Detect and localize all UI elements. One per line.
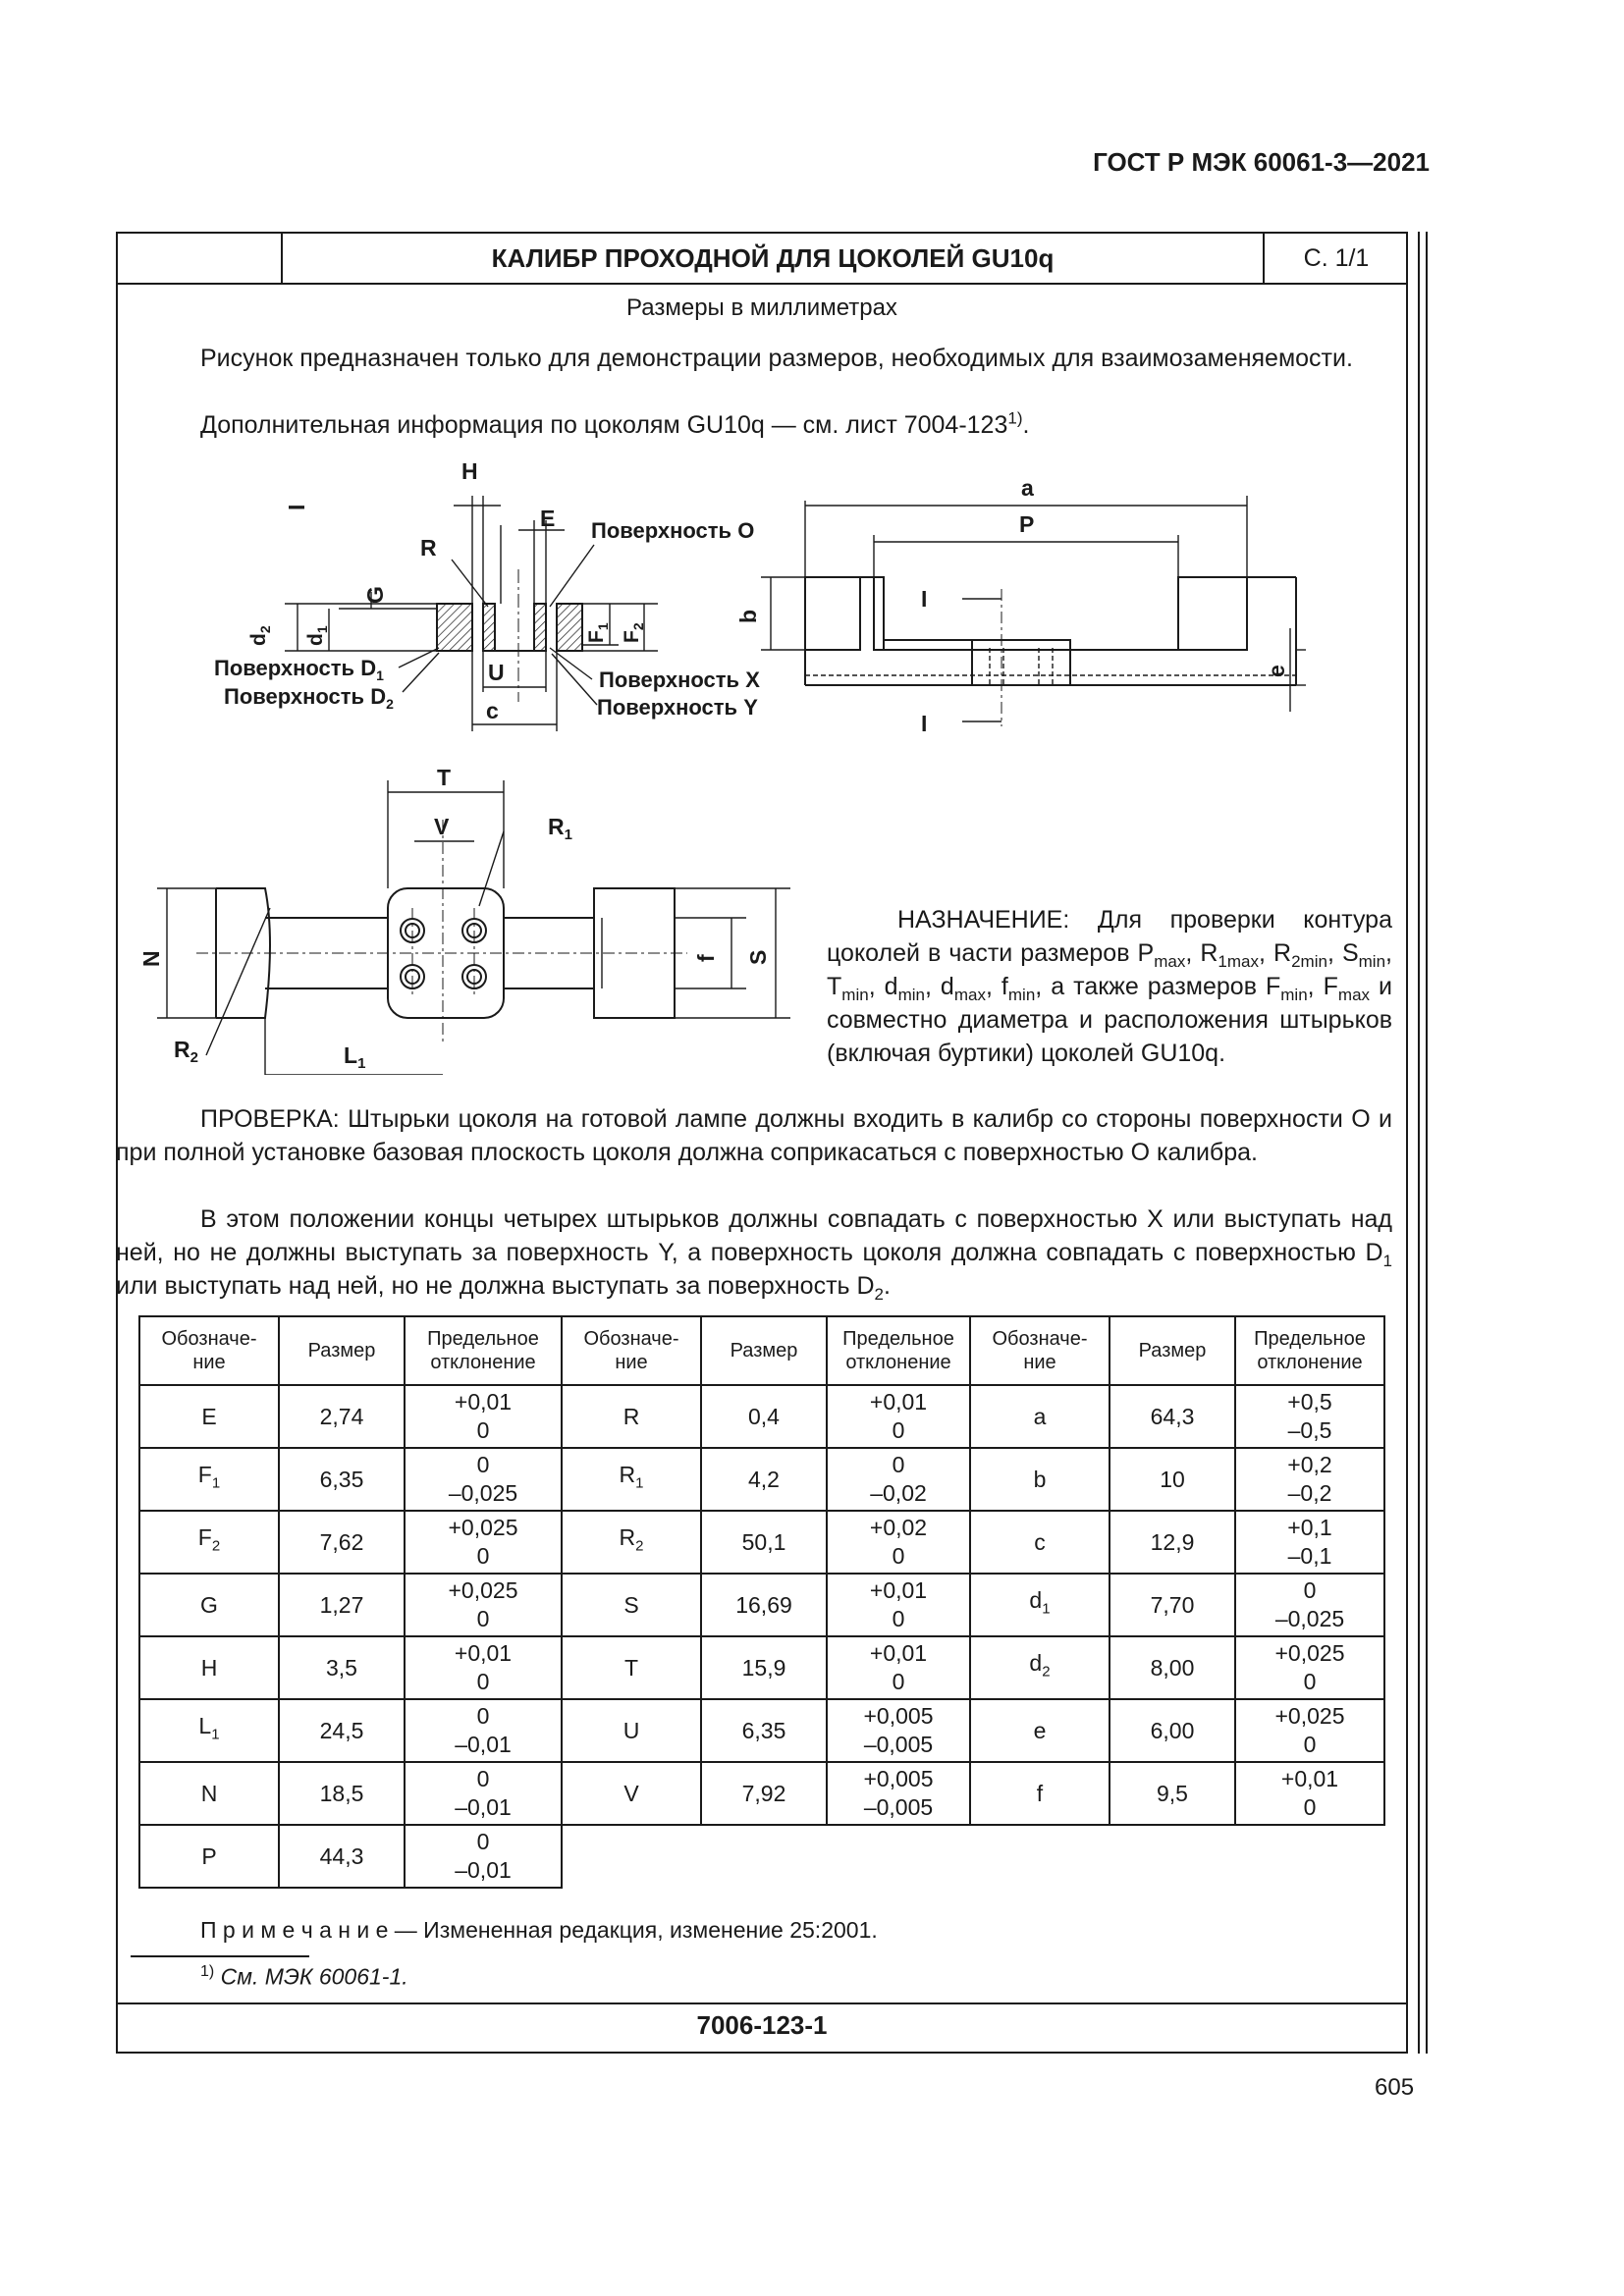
label-R1: $R_1$: [548, 814, 572, 843]
gauge-plan-drawing: [137, 761, 805, 1075]
symbol-cell: R: [562, 1385, 701, 1448]
frame-double-line: [1426, 232, 1428, 2054]
symbol-cell: $R_2$: [562, 1511, 701, 1574]
tolerance-cell: +0,2 –0,2: [1235, 1448, 1384, 1511]
footnote: $^{1)}$ См. МЭК 60061-1.: [200, 1963, 408, 1990]
symbol-cell: $d_2$: [970, 1636, 1110, 1699]
sheet-title: КАЛИБР ПРОХОДНОЙ ДЛЯ ЦОКОЛЕЙ GU10q: [283, 232, 1265, 285]
value-cell: 2,74: [279, 1385, 405, 1448]
intro-reference: [200, 408, 1379, 442]
tolerance-cell: +0,01 0: [827, 1574, 970, 1636]
symbol-cell: f: [970, 1762, 1110, 1825]
label-R2: $R_2$: [174, 1037, 198, 1066]
symbol-cell: $L_1$: [139, 1699, 279, 1762]
empty-cell: [562, 1825, 701, 1888]
tolerance-cell: +0,01 0: [1235, 1762, 1384, 1825]
label-b: b: [735, 609, 761, 623]
label-F1: $F_1$: [585, 622, 611, 643]
value-cell: 6,00: [1110, 1699, 1235, 1762]
table-row: [139, 1636, 1384, 1699]
gauge-side-drawing: [717, 461, 1326, 736]
value-cell: 44,3: [279, 1825, 405, 1888]
tolerance-cell: +0,1 –0,1: [1235, 1511, 1384, 1574]
symbol-cell: V: [562, 1762, 701, 1825]
tolerance-cell: +0,02 0: [827, 1511, 970, 1574]
value-cell: 8,00: [1110, 1636, 1235, 1699]
value-cell: 0,4: [701, 1385, 827, 1448]
note-text: — Измененная редакция, изменение 25:2001.: [388, 1917, 878, 1943]
symbol-cell: b: [970, 1448, 1110, 1511]
table-header-cell: Предельное отклонение: [405, 1316, 562, 1385]
tolerance-cell: 0 –0,01: [405, 1825, 562, 1888]
symbol-cell: $R_1$: [562, 1448, 701, 1511]
empty-cell: [1235, 1825, 1384, 1888]
label-c: c: [486, 698, 499, 723]
check-paragraph-2: В этом положении концы четырех штырьков должны совпадать с поверхностью X или выступать над ней, но не должны выступать за поверхность Y, а поверхность цоколя должна совпадать с поверхностью $D_1$ или выступать над ней, но не должна выступать за поверхность $D_2$.: [116, 1205, 1392, 1304]
value-cell: 4,2: [701, 1448, 827, 1511]
label-R: R: [420, 535, 437, 561]
value-cell: 7,70: [1110, 1574, 1235, 1636]
tolerance-cell: 0 –0,01: [405, 1699, 562, 1762]
tolerance-cell: +0,025 0: [405, 1574, 562, 1636]
note-label: П р и м е ч а н и е: [200, 1917, 389, 1943]
empty-cell: [970, 1825, 1110, 1888]
label-I-bottom: I: [921, 711, 928, 736]
frame-double-line: [1418, 232, 1420, 2054]
intro-reference-end: .: [1022, 411, 1030, 439]
symbol-cell: a: [970, 1385, 1110, 1448]
footnote-rule: [131, 1955, 309, 1957]
table-header-cell: Предельное отклонение: [827, 1316, 970, 1385]
table-header-cell: Размер: [1110, 1316, 1235, 1385]
symbol-cell: $F_2$: [139, 1511, 279, 1574]
value-cell: 7,62: [279, 1511, 405, 1574]
table-header-cell: Обозначе- ние: [562, 1316, 701, 1385]
tolerance-cell: +0,01 0: [827, 1385, 970, 1448]
tolerance-cell: +0,01 0: [827, 1636, 970, 1699]
label-d1: $d_1$: [304, 625, 330, 646]
purpose-text: НАЗНАЧЕНИЕ: Для проверки контура цоколей в части размеров P: [827, 906, 1392, 967]
label-surface-O: Поверхность O: [591, 518, 755, 543]
table-row: [139, 1699, 1384, 1762]
label-surface-D1: Поверхность $D_1$: [214, 656, 384, 683]
value-cell: 6,35: [701, 1699, 827, 1762]
tolerance-cell: +0,01 0: [405, 1385, 562, 1448]
label-G: G: [362, 586, 388, 604]
label-surface-X: Поверхность X: [599, 667, 760, 692]
symbol-cell: S: [562, 1574, 701, 1636]
label-U: U: [488, 660, 505, 685]
symbol-cell: H: [139, 1636, 279, 1699]
symbol-cell: $d_1$: [970, 1574, 1110, 1636]
symbol-cell: $F_1$: [139, 1448, 279, 1511]
table-row: [139, 1448, 1384, 1511]
tolerance-cell: +0,025 0: [405, 1511, 562, 1574]
label-T: T: [437, 765, 452, 790]
label-S: S: [745, 949, 771, 965]
tolerance-cell: +0,025 0: [1235, 1636, 1384, 1699]
note: [200, 1917, 878, 1944]
label-d2: $d_2$: [247, 625, 273, 646]
symbol-cell: P: [139, 1825, 279, 1888]
sheet-code: 7006-123-1: [696, 2010, 828, 2040]
tolerance-cell: +0,025 0: [1235, 1699, 1384, 1762]
empty-cell: [701, 1825, 827, 1888]
table-header-cell: Размер: [279, 1316, 405, 1385]
tolerance-cell: +0,005 –0,005: [827, 1762, 970, 1825]
value-cell: 12,9: [1110, 1511, 1235, 1574]
symbol-cell: T: [562, 1636, 701, 1699]
value-cell: 1,27: [279, 1574, 405, 1636]
title-empty-cell: [116, 232, 283, 285]
tolerance-cell: +0,5 –0,5: [1235, 1385, 1384, 1448]
table-row: [139, 1762, 1384, 1825]
tolerance-cell: +0,005 –0,005: [827, 1699, 970, 1762]
label-surface-Y: Поверхность Y: [597, 695, 758, 720]
tolerance-cell: +0,01 0: [405, 1636, 562, 1699]
standard-header: ГОСТ Р МЭК 60061-3—2021: [1093, 147, 1430, 177]
label-N: N: [138, 950, 164, 967]
table-row: [139, 1825, 1384, 1888]
units-note: Размеры в миллиметрах: [626, 294, 897, 321]
sheet-number: С. 1/1: [1303, 243, 1370, 272]
value-cell: 15,9: [701, 1636, 827, 1699]
footnote-ref: 1): [1007, 408, 1023, 428]
value-cell: 7,92: [701, 1762, 827, 1825]
symbol-cell: N: [139, 1762, 279, 1825]
symbol-cell: G: [139, 1574, 279, 1636]
gauge-section-drawing: [206, 452, 795, 736]
tolerance-cell: 0 –0,025: [1235, 1574, 1384, 1636]
tolerance-cell: 0 –0,02: [827, 1448, 970, 1511]
label-E: E: [540, 506, 556, 531]
table-row: [139, 1574, 1384, 1636]
symbol-cell: U: [562, 1699, 701, 1762]
label-L1: $L_1$: [344, 1042, 366, 1072]
label-H: H: [461, 458, 478, 484]
value-cell: 50,1: [701, 1511, 827, 1574]
check-paragraph: ПРОВЕРКА: Штырьки цоколя на готовой лампе должны входить в калибр со стороны поверхности O и при полной установке базовая плоскость цоколя должна соприкасаться с поверхностью O калибра.: [116, 1105, 1392, 1166]
value-cell: 9,5: [1110, 1762, 1235, 1825]
empty-cell: [1110, 1825, 1235, 1888]
label-I-top: I: [921, 586, 928, 612]
table-header-row: [139, 1316, 1384, 1385]
table-row: [139, 1385, 1384, 1448]
purpose-paragraph: НАЗНАЧЕНИЕ: Для проверки контура цоколей в части размеров $P_{max}$, $R_{1max}$, $R_{2min}$, $S_{min}$, $T_{min}$, $d_{min}$, $d_{max}$, $f_{min}$, а также размеров $F_{min}$, $F_{max}$ и совместно диаметра и расположения штырьков (включая буртики) цоколей GU10q.: [827, 906, 1393, 1067]
empty-cell: [827, 1825, 970, 1888]
value-cell: 3,5: [279, 1636, 405, 1699]
label-I: I: [284, 504, 309, 510]
label-e: e: [1264, 665, 1289, 677]
intro-paragraph: Рисунок предназначен только для демонстрации размеров, необходимых для взаимозаменяемости.: [200, 345, 1353, 372]
label-P: P: [1019, 511, 1035, 537]
label-surface-D2: Поверхность $D_2$: [224, 684, 394, 712]
page-number: 605: [1375, 2074, 1415, 2101]
value-cell: 24,5: [279, 1699, 405, 1762]
table-row: [139, 1511, 1384, 1574]
value-cell: 6,35: [279, 1448, 405, 1511]
label-F2: $F_2$: [621, 622, 646, 643]
table-header-cell: Размер: [701, 1316, 827, 1385]
label-a: a: [1021, 475, 1034, 501]
table-header-cell: Предельное отклонение: [1235, 1316, 1384, 1385]
value-cell: 16,69: [701, 1574, 827, 1636]
bottom-rule: [116, 2002, 1408, 2004]
label-V: V: [434, 814, 450, 839]
label-f: f: [693, 954, 719, 962]
table-header-cell: Обозначе- ние: [139, 1316, 279, 1385]
dimensions-table: [138, 1315, 1385, 1889]
table-header-cell: Обозначе- ние: [970, 1316, 1110, 1385]
intro-reference-text: Дополнительная информация по цоколям GU10q — см. лист 7004-123: [200, 411, 1008, 439]
value-cell: 64,3: [1110, 1385, 1235, 1448]
value-cell: 18,5: [279, 1762, 405, 1825]
tolerance-cell: 0 –0,01: [405, 1762, 562, 1825]
symbol-cell: c: [970, 1511, 1110, 1574]
tolerance-cell: 0 –0,025: [405, 1448, 562, 1511]
symbol-cell: E: [139, 1385, 279, 1448]
value-cell: 10: [1110, 1448, 1235, 1511]
symbol-cell: e: [970, 1699, 1110, 1762]
